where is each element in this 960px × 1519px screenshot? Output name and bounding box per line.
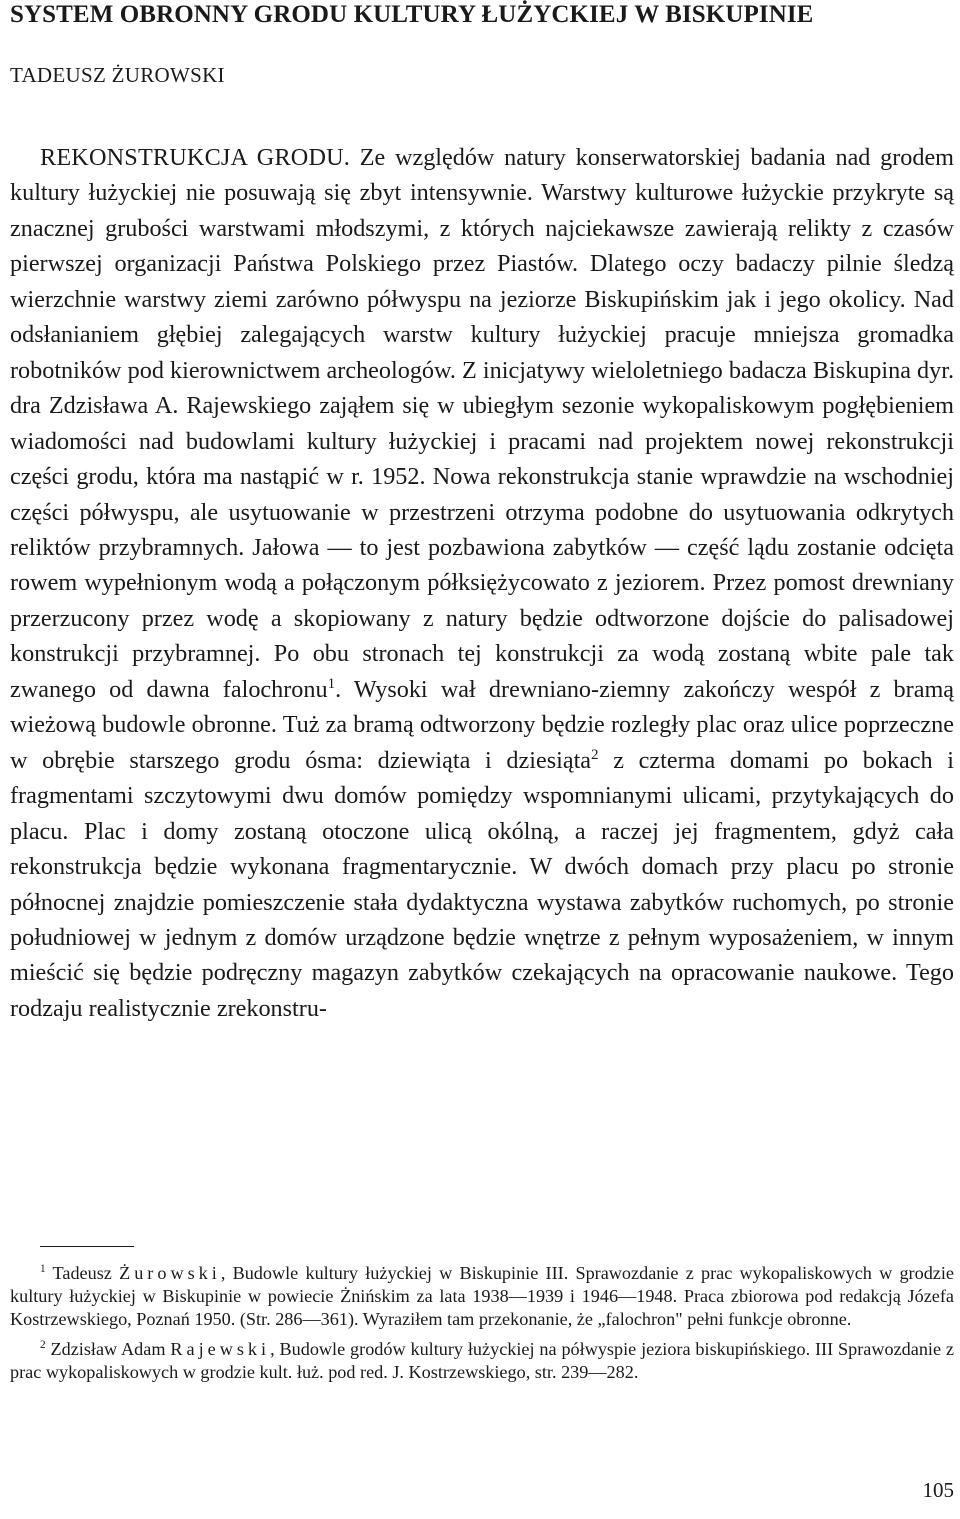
footnote-marker-1: 1 <box>40 1263 46 1276</box>
body-paragraph <box>10 140 954 1026</box>
footnote-marker-2: 2 <box>40 1339 46 1352</box>
article-title: SYSTEM OBRONNY GRODU KULTURY ŁUŻYCKIEJ W BISKUPINIE <box>10 1 814 28</box>
body-text-part-2: . Wysoki wał drewniano-ziemny zakończy wespół z bramą wieżową budowle obronne. Tuż za bramą odtworzony będzie rozległy plac oraz ulice poprzeczne w obrębie starszego grodu ósma: dziewiąta i dziesiąta <box>10 675 954 774</box>
footnote-2-author: Rajewski <box>170 1339 271 1359</box>
footnote-ref-2[interactable]: 2 <box>591 746 599 763</box>
footnote-1-text-pre: Tadeusz <box>45 1263 120 1283</box>
footnote-2-text-post: , Budowle grodów kultury łużyckiej na półwyspie jeziora biskupińskiego. III Sprawozdanie z prac wykopaliskowych w grodzie kult. łuż. pod red. J. Kostrzewskiego, str. 239—282. <box>10 1339 954 1382</box>
footnote-1 <box>10 1262 954 1331</box>
footnote-2-text-pre: Zdzisław Adam <box>45 1339 171 1359</box>
footnote-1-author: Żurowski <box>119 1263 221 1283</box>
page-number: 105 <box>922 1478 954 1502</box>
body-text-part-3: z czterma domami po bokach i fragmentami szczytowymi dwu domów pomiędzy wspomnianymi ulicami, przytykających do placu. Plac i domy zostaną otoczone ulicą okólną, a raczej jej fragmentem, gdyż cała rekonstrukcja będzie wykonana fragmentarycznie. W dwóch domach przy placu po stronie północnej znajdzie pomieszczenie stała dydaktyczna wystawa zabytków ruchomych, po stronie południowej w jednym z domów urządzone będzie wnętrze z pełnym wyposażeniem, w innym mieścić się będzie podręczny magazyn zabytków czekających na opracowanie naukowe. Tego rodzaju realistycznie zrekonstru- <box>10 746 954 1022</box>
author-name: TADEUSZ ŻUROWSKI <box>10 63 225 87</box>
footnotes <box>10 1262 954 1384</box>
footnote-1-text-post: , Budowle kultury łużyckiej w Biskupinie III. Sprawozdanie z prac wykopaliskowych w grodzie kultury łużyckiej w Biskupinie w powiecie Żnińskim za lata 1938—1939 i 1946—1948. Praca zbiorowa pod redakcją Józefa Kostrzewskiego, Poznań 1950. (Str. 286—361). Wyraziłem tam przekonanie, że „falochron" pełni funkcje obronne. <box>10 1263 954 1329</box>
footnote-2 <box>10 1338 954 1384</box>
footnote-divider <box>40 1246 134 1247</box>
footnote-ref-1[interactable]: 1 <box>327 675 336 692</box>
page <box>10 0 954 1519</box>
section-heading: REKONSTRUKCJA GRODU. <box>40 144 351 171</box>
body-text-part-1: Ze względów natury konserwatorskiej badania nad grodem kultury łużyckiej nie posuwają się zbyt intensywnie. Warstwy kulturowe łużyckie przykryte są znacznej grubości warstwami młodszymi, z których najciekawsze zawierają relikty z czasów pierwszej organizacji Państwa Polskiego przez Piastów. Dlatego oczy badaczy pilnie śledzą wierzchnie warstwy ziemi zarówno półwyspu na jeziorze Biskupińskim jak i jego okolicy. Nad odsłanianiem głębiej zalegających warstw kultury łużyckiej pracuje mniejsza gromadka robotników pod kierownictwem archeologów. Z inicjatywy wieloletniego badacza Biskupina dyr. dra Zdzisława A. Rajewskiego zająłem się w ubiegłym sezonie wykopaliskowym pogłębieniem wiadomości nad budowlami kultury łużyckiej i pracami nad projektem nowej rekonstrukcji części grodu, która ma nastąpić w r. 1952. Nowa rekonstrukcja stanie wprawdzie na wschodniej części półwyspu, ale usytuowanie w przestrzeni otrzyma podobne do usytuowania odkrytych reliktów przybramnych. Jałowa — to jest pozbawiona zabytków — część lądu zostanie odcięta rowem wypełnionym wodą a połączonym półksiężycowato z jeziorem. Przez pomost drewniany przerzucony przez wodę a skopiowany z natury będzie odtworzone dojście do palisadowej konstrukcji przybramnej. Po obu stronach tej konstrukcji za wodą zostaną wbite pale tak zwanego od dawna falochronu <box>10 144 954 703</box>
